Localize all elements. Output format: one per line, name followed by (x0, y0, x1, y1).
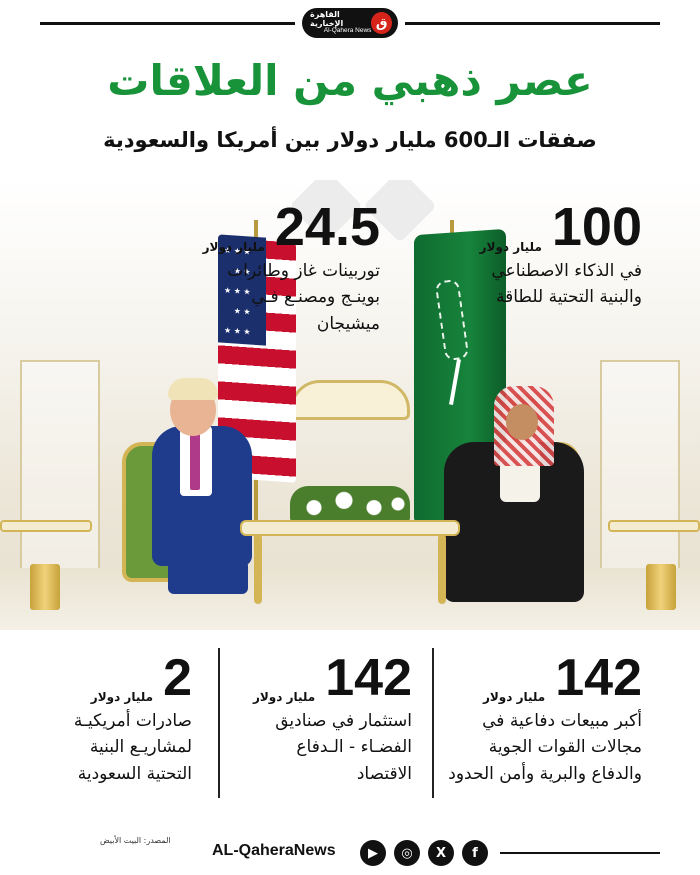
stat-value: 142 (555, 649, 642, 707)
desc-line: توربينات غاز وطائرات (227, 261, 380, 281)
stat-description (242, 708, 412, 787)
stat-value: 100 (551, 197, 642, 257)
side-table-left (0, 520, 92, 532)
footer-line (500, 852, 660, 854)
stat-investment-funds (242, 649, 412, 787)
stat-number-row (422, 649, 642, 707)
desc-line: في الذكاء الاصطناعي (491, 261, 642, 281)
desc-line: صادرات أمريكيـة (73, 711, 192, 731)
stat-description (150, 258, 380, 337)
desc-line: التحتية السعودية (77, 763, 192, 784)
stat-description (42, 708, 192, 787)
stat-value: 142 (325, 649, 412, 707)
stat-number-row (412, 197, 642, 257)
desc-line: لمشاريـع البنية (89, 737, 192, 758)
stat-ai-energy (412, 197, 642, 311)
tie (190, 430, 200, 490)
table-leg (438, 534, 446, 604)
wall-ornament (290, 380, 410, 420)
desc-line: والدفاع والبرية وأمن الحدود (448, 763, 642, 784)
stat-unit: مليار دولار (90, 690, 154, 704)
logo-english: Al-Qahera News (323, 26, 372, 34)
stat-number-row (150, 197, 380, 257)
desc-line: والبنية التحتية للطاقة (496, 287, 642, 308)
column-divider (432, 648, 434, 798)
stat-unit: مليار دولار (479, 240, 542, 254)
facebook-icon[interactable]: f (462, 840, 488, 866)
column-divider (218, 648, 220, 798)
stat-number-row (42, 649, 192, 707)
side-table-right (608, 520, 700, 532)
page-title: عصر ذهبي من العلاقات (107, 56, 593, 105)
brand-logo (302, 8, 398, 38)
golden-bin (30, 564, 60, 610)
table-leg (254, 534, 262, 604)
flower-arrangement (290, 486, 410, 522)
desc-line: مجالات القوات الجوية (488, 737, 642, 758)
stat-value: 2 (163, 649, 192, 707)
header-line-left (40, 22, 295, 25)
instagram-icon[interactable]: ◎ (394, 840, 420, 866)
golden-bin (646, 564, 676, 610)
stat-value: 24.5 (274, 197, 380, 257)
page-subtitle: صفقات الـ600 مليار دولار بين أمريكا والسعودية (103, 128, 597, 152)
header-line-right (405, 22, 660, 25)
stat-description (412, 258, 642, 311)
stat-unit: مليار دولار (252, 690, 316, 704)
stat-number-row (242, 649, 412, 707)
stat-us-exports (42, 649, 192, 787)
floor (0, 568, 700, 630)
stat-turbines-boeing (150, 197, 380, 337)
x-icon[interactable]: X (428, 840, 454, 866)
stat-unit: مليار دولار (482, 690, 546, 704)
stat-unit: مليار دولار (202, 240, 265, 254)
desc-line: الفضـاء - الـدفاع (296, 737, 412, 758)
stat-defense-sales (422, 649, 642, 787)
youtube-icon[interactable]: ▶ (360, 840, 386, 866)
desc-line: استثمار في صناديق (275, 711, 412, 731)
source-credit: المصدر: البيت الأبيض (100, 836, 171, 845)
logo-text (310, 11, 371, 35)
coffee-table (240, 520, 460, 536)
hair (168, 378, 218, 400)
desc-line: بوينـج ومصنـع فـي (251, 287, 380, 308)
brand-handle: AL-QaheraNews (212, 842, 336, 859)
desc-line: ميشيجان (316, 313, 380, 334)
logo-arabic: القاهرة الإخبارية (310, 10, 344, 28)
face (506, 404, 538, 440)
desc-line: أكبر مبيعات دفاعية في (482, 711, 642, 731)
trousers (168, 560, 248, 594)
stat-description (422, 708, 642, 787)
desc-line: الاقتصاد (356, 763, 412, 784)
logo-mark-icon: ق (371, 12, 392, 34)
